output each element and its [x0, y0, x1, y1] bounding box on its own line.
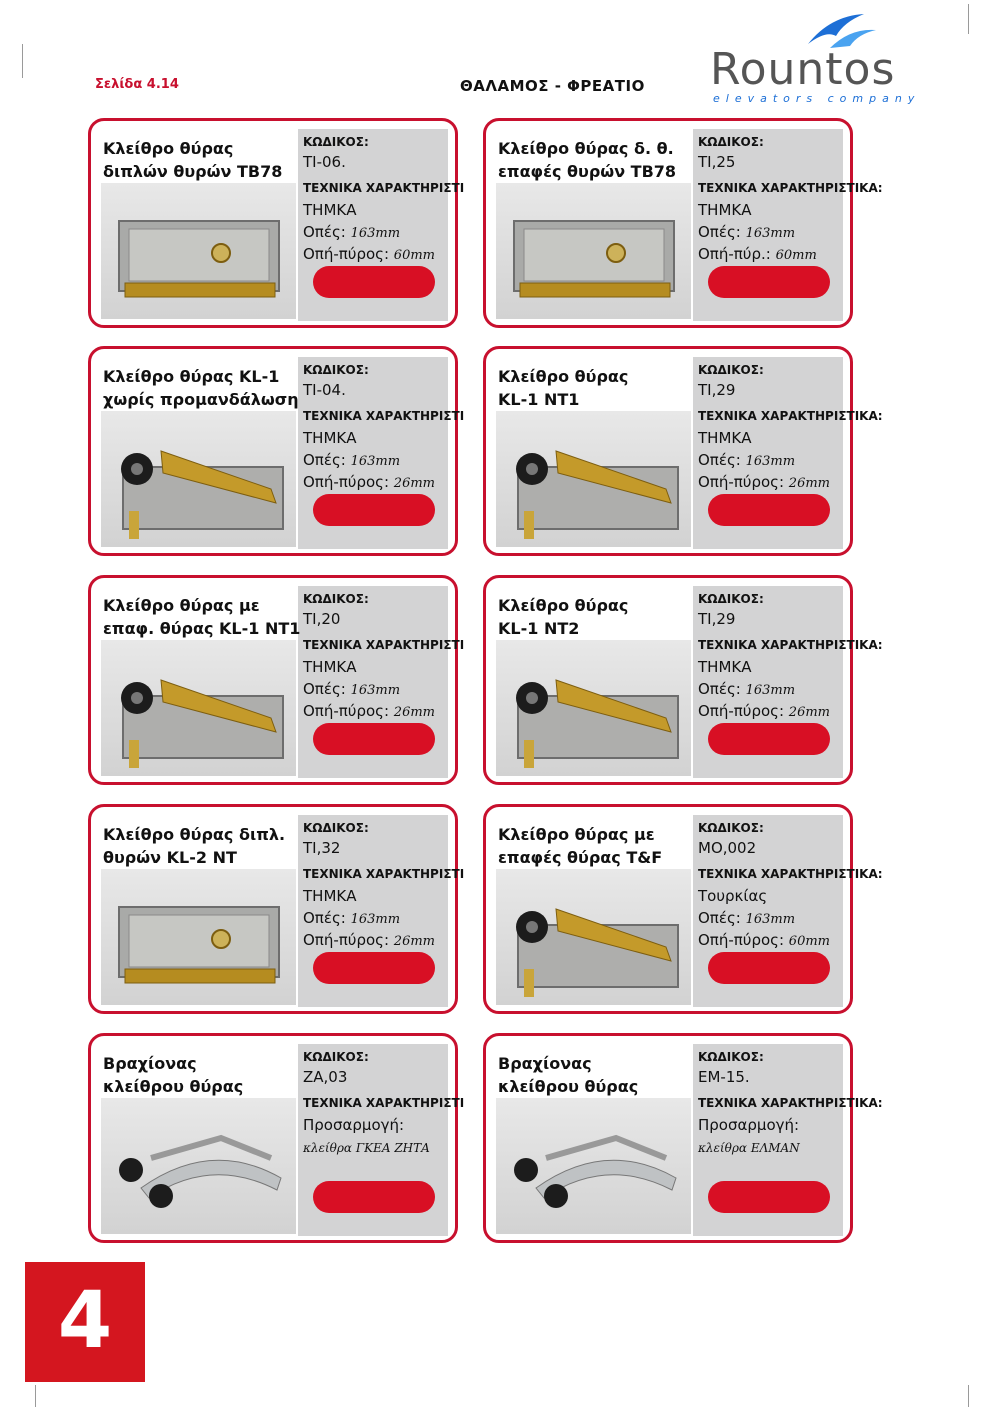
product-title: Βραχίονας κλείθρου θύρας [103, 1054, 244, 1096]
product-card [88, 118, 465, 328]
specs-label: ΤΕΧΝΙΚΑ ΧΑΡΑΚΤΗΡΙΣΤΙ [303, 181, 465, 195]
product-info [298, 357, 465, 549]
order-button[interactable] [313, 723, 435, 755]
spec-holes: Οπές: 163mm [698, 451, 796, 469]
spec-maker: ΤΗΜΚΑ [698, 429, 752, 447]
code-label: ΚΩΔΙΚΟΣ: [698, 592, 764, 606]
product-photo [101, 640, 296, 776]
product-title: Κλείθρο θύρας KL-1 NT1 [498, 367, 629, 409]
product-photo [101, 411, 296, 547]
product-title: Κλείθρο θύρας με επαφές θύρας T&F [498, 825, 663, 867]
spec-fit: Προσαρμογή: [303, 1116, 405, 1134]
specs-label: ΤΕΧΝΙΚΑ ΧΑΡΑΚΤΗΡΙΣΤΙ [303, 638, 465, 652]
specs-label: ΤΕΧΝΙΚΑ ΧΑΡΑΚΤΗΡΙΣΤΙΚΑ: [698, 181, 883, 195]
spec-pin: Οπή-πύρος: 26mm [303, 473, 435, 491]
code-label: ΚΩΔΙΚΟΣ: [303, 592, 369, 606]
code-label: ΚΩΔΙΚΟΣ: [698, 1050, 764, 1064]
order-button[interactable] [708, 1181, 830, 1213]
chapter-number: 4 [57, 1276, 113, 1366]
product-info [693, 357, 883, 549]
order-button[interactable] [313, 494, 435, 526]
product-code: ΕΜ-15. [698, 1068, 750, 1086]
product-code: ΤΙ,32 [303, 839, 341, 857]
spec-maker: ΤΗΜΚΑ [698, 658, 752, 676]
product-photo [496, 183, 691, 319]
spec-maker: ΤΗΜΚΑ [698, 201, 752, 219]
product-info [693, 586, 883, 778]
code-label: ΚΩΔΙΚΟΣ: [698, 135, 764, 149]
product-code: ΤΙ,20 [303, 610, 341, 628]
product-card [88, 575, 465, 785]
order-button[interactable] [313, 952, 435, 984]
spec-maker: ΤΗΜΚΑ [303, 429, 357, 447]
specs-label: ΤΕΧΝΙΚΑ ΧΑΡΑΚΤΗΡΙΣΤΙ [303, 867, 465, 881]
section-title: ΘΑΛΑΜΟΣ - ΦΡΕΑΤΙΟ [460, 77, 645, 95]
crop-mark [22, 44, 23, 78]
code-label: ΚΩΔΙΚΟΣ: [698, 821, 764, 835]
spec-holes: Οπές: 163mm [303, 451, 401, 469]
spec-holes: Οπές: 163mm [698, 909, 796, 927]
specs-label: ΤΕΧΝΙΚΑ ΧΑΡΑΚΤΗΡΙΣΤΙΚΑ: [698, 1096, 883, 1110]
product-info [693, 1044, 883, 1236]
product-photo [496, 1098, 691, 1234]
order-button[interactable] [313, 266, 435, 298]
product-title: Κλείθρο θύρας διπλών θυρών ΤΒ78 [103, 139, 283, 181]
product-info [693, 815, 883, 1007]
product-info [298, 586, 465, 778]
product-title: Κλείθρο θύρας δ. θ. επαφές θυρών ΤΒ78 [498, 139, 677, 181]
logo-tagline: elevators company [713, 92, 921, 105]
product-card [88, 346, 465, 556]
product-photo [496, 411, 691, 547]
product-card [483, 1033, 883, 1243]
order-button[interactable] [708, 266, 830, 298]
order-button[interactable] [708, 952, 830, 984]
specs-label: ΤΕΧΝΙΚΑ ΧΑΡΑΚΤΗΡΙΣΤΙΚΑ: [698, 409, 883, 423]
code-label: ΚΩΔΙΚΟΣ: [698, 363, 764, 377]
product-card [483, 346, 883, 556]
spec-pin: Οπή-πύρος: 26mm [303, 931, 435, 949]
product-code: ΜΟ,002 [698, 839, 757, 857]
order-button[interactable] [708, 723, 830, 755]
spec-pin: Οπή-πύρος: 26mm [303, 702, 435, 720]
spec-holes: Οπές: 163mm [303, 680, 401, 698]
spec-maker: ΤΗΜΚΑ [303, 887, 357, 905]
spec-fit-model: κλείθρα ΕΛΜΑΝ [698, 1141, 800, 1155]
order-button[interactable] [708, 494, 830, 526]
specs-label: ΤΕΧΝΙΚΑ ΧΑΡΑΚΤΗΡΙΣΤΙΚΑ: [698, 638, 883, 652]
page-label: Σελίδα 4.14 [95, 77, 179, 92]
specs-label: ΤΕΧΝΙΚΑ ΧΑΡΑΚΤΗΡΙΣΤΙΚΑ: [698, 867, 883, 881]
product-title: Κλείθρο θύρας διπλ. θυρών KL-2 NT [103, 825, 286, 867]
spec-maker: Τουρκίας [698, 887, 768, 905]
spec-holes: Οπές: 163mm [698, 680, 796, 698]
product-code: ΤΙ,25 [698, 153, 736, 171]
product-info [693, 129, 883, 321]
spec-holes: Οπές: 163mm [698, 223, 796, 241]
product-photo [496, 640, 691, 776]
spec-pin: Οπή-πύρ.: 60mm [698, 245, 817, 263]
product-card [483, 118, 883, 328]
spec-maker: ΤΗΜΚΑ [303, 658, 357, 676]
product-code: ΤΙ-06. [303, 153, 346, 171]
product-card [88, 804, 465, 1014]
chapter-tab [25, 1262, 145, 1382]
product-photo [101, 183, 296, 319]
spec-fit-model: κλείθρα ΓΚΕΑ ΖΗΤΑ [303, 1141, 430, 1155]
product-code: ΤΙ-04. [303, 381, 346, 399]
crop-mark [35, 1385, 36, 1407]
product-info [298, 129, 465, 321]
code-label: ΚΩΔΙΚΟΣ: [303, 821, 369, 835]
specs-label: ΤΕΧΝΙΚΑ ΧΑΡΑΚΤΗΡΙΣΤΙ [303, 409, 465, 423]
product-code: ΤΙ,29 [698, 381, 736, 399]
product-photo [101, 1098, 296, 1234]
product-title: Κλείθρο θύρας KL-1 χωρίς προμανδάλωση [103, 367, 299, 409]
company-logo [705, 10, 970, 105]
spec-pin: Οπή-πύρος: 26mm [698, 702, 830, 720]
product-info [298, 1044, 465, 1236]
code-label: ΚΩΔΙΚΟΣ: [303, 135, 369, 149]
spec-pin: Οπή-πύρος: 60mm [303, 245, 435, 263]
product-photo [496, 869, 691, 1005]
spec-maker: ΤΗΜΚΑ [303, 201, 357, 219]
product-code: ΤΙ,29 [698, 610, 736, 628]
product-card [483, 575, 883, 785]
product-photo [101, 869, 296, 1005]
order-button[interactable] [313, 1181, 435, 1213]
product-code: ΖΑ,03 [303, 1068, 348, 1086]
crop-mark [968, 1385, 969, 1407]
code-label: ΚΩΔΙΚΟΣ: [303, 1050, 369, 1064]
spec-holes: Οπές: 163mm [303, 223, 401, 241]
spec-fit: Προσαρμογή: [698, 1116, 800, 1134]
spec-pin: Οπή-πύρος: 26mm [698, 473, 830, 491]
product-card [483, 804, 883, 1014]
product-title: Βραχίονας κλείθρου θύρας [498, 1054, 639, 1096]
spec-pin: Οπή-πύρος: 60mm [698, 931, 830, 949]
product-title: Κλείθρο θύρας με επαφ. θύρας KL-1 NT1 [103, 596, 301, 638]
product-title: Κλείθρο θύρας KL-1 NT2 [498, 596, 629, 638]
product-card [88, 1033, 465, 1243]
specs-label: ΤΕΧΝΙΚΑ ΧΑΡΑΚΤΗΡΙΣΤΙ [303, 1096, 465, 1110]
code-label: ΚΩΔΙΚΟΣ: [303, 363, 369, 377]
product-info [298, 815, 465, 1007]
logo-wordmark: Rountos [710, 44, 896, 95]
spec-holes: Οπές: 163mm [303, 909, 401, 927]
